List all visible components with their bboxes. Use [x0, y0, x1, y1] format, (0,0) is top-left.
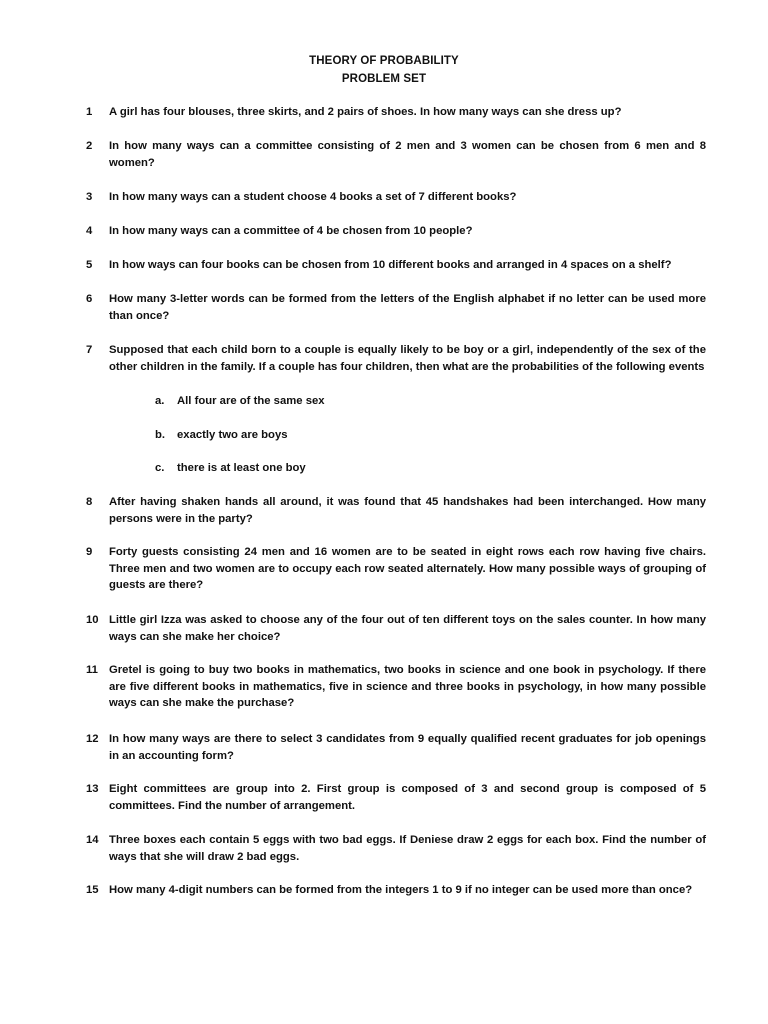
problem-item: [86, 257, 706, 274]
problem-item: [86, 612, 706, 645]
problem-number: 4: [86, 225, 93, 237]
problem-text: How many 4-digit numbers can be formed from the integers 1 to 9 if no integer can be used more than once?: [109, 884, 693, 896]
problem-number: 1: [86, 106, 93, 118]
problem-item: [86, 291, 706, 324]
problem-text: After having shaken hands all around, it was found that 45 handshakes had been interchanged. How many persons were in the party?: [109, 496, 706, 525]
problem-item: [86, 189, 706, 206]
problem-text: Forty guests consisting 24 men and 16 women are to be seated in eight rows each row having five chairs. Three men and two women are to occupy each row seated alternately. How many possible ways of grouping of guests are there?: [109, 546, 706, 592]
subitem-text: exactly two are boys: [177, 429, 288, 441]
problem-number: 10: [86, 614, 99, 626]
problem-number: 6: [86, 293, 93, 305]
problem-text: In how many ways can a committee consisting of 2 men and 3 women can be chosen from 6 men and 8 women?: [109, 140, 706, 169]
problem-text: Three boxes each contain 5 eggs with two bad eggs. If Deniese draw 2 eggs for each box. Find the number of ways that she will draw 2 bad eggs.: [109, 834, 706, 863]
problem-number: 5: [86, 259, 93, 271]
document-title: THEORY OF PROBABILITY: [309, 55, 459, 67]
subitem-letter: c.: [155, 462, 165, 474]
problem-number: 7: [86, 344, 93, 356]
problem-text: Little girl Izza was asked to choose any of the four out of ten different toys on the sales counter. In how many ways can she make her choice?: [109, 614, 706, 643]
problem-item: [86, 138, 706, 171]
problem-text: Gretel is going to buy two books in mathematics, two books in science and one book in psychology. If there are five different books in mathematics, five in science and three books in psychology, in how many possible ways can she make the purchase?: [109, 664, 706, 710]
problem-item: [86, 662, 706, 712]
subitem-text: there is at least one boy: [177, 462, 306, 474]
subitem-text: All four are of the same sex: [177, 395, 325, 407]
problem-number: 8: [86, 496, 93, 508]
document-subtitle: PROBLEM SET: [341, 73, 427, 85]
problem-text: In how ways can four books can be chosen from 10 different books and arranged in 4 spaces on a shelf?: [109, 259, 672, 271]
problem-text: In how many ways can a committee of 4 be chosen from 10 people?: [109, 225, 473, 237]
problem-number: 15: [86, 884, 99, 896]
problem-item: [86, 342, 706, 375]
problem-item: [86, 104, 706, 121]
problem-number: 14: [86, 834, 99, 846]
subitem-letter: a.: [155, 395, 165, 407]
problem-item: [86, 494, 706, 527]
problem-text: In how many ways are there to select 3 candidates from 9 equally qualified recent graduates for job openings in an accounting form?: [109, 733, 706, 762]
problem-number: 13: [86, 783, 99, 795]
problem-item: [86, 781, 706, 814]
problem-number: 3: [86, 191, 93, 203]
problem-text: Supposed that each child born to a couple is equally likely to be boy or a girl, independently of the sex of the other children in the family. If a couple has four children, then what are the probabilities of the following events: [109, 344, 706, 373]
problem-item: [86, 832, 706, 865]
subitem-letter: b.: [155, 429, 166, 441]
problem-text: Eight committees are group into 2. First group is composed of 3 and second group is composed of 5 committees. Find the number of arrangement.: [109, 783, 706, 812]
problem-item: [86, 731, 706, 764]
problem-text: How many 3-letter words can be formed from the letters of the English alphabet if no letter can be used more than once?: [109, 293, 706, 322]
problem-item: [86, 544, 706, 594]
problem-item: [86, 223, 706, 240]
problem-number: 9: [86, 546, 93, 558]
problem-item: [86, 882, 706, 899]
problem-number: 12: [86, 733, 99, 745]
problem-number: 2: [86, 140, 93, 152]
problem-text: In how many ways can a student choose 4 books a set of 7 different books?: [109, 191, 517, 203]
problem-text: A girl has four blouses, three skirts, and 2 pairs of shoes. In how many ways can she dress up?: [109, 106, 622, 118]
problem-number: 11: [86, 664, 98, 676]
